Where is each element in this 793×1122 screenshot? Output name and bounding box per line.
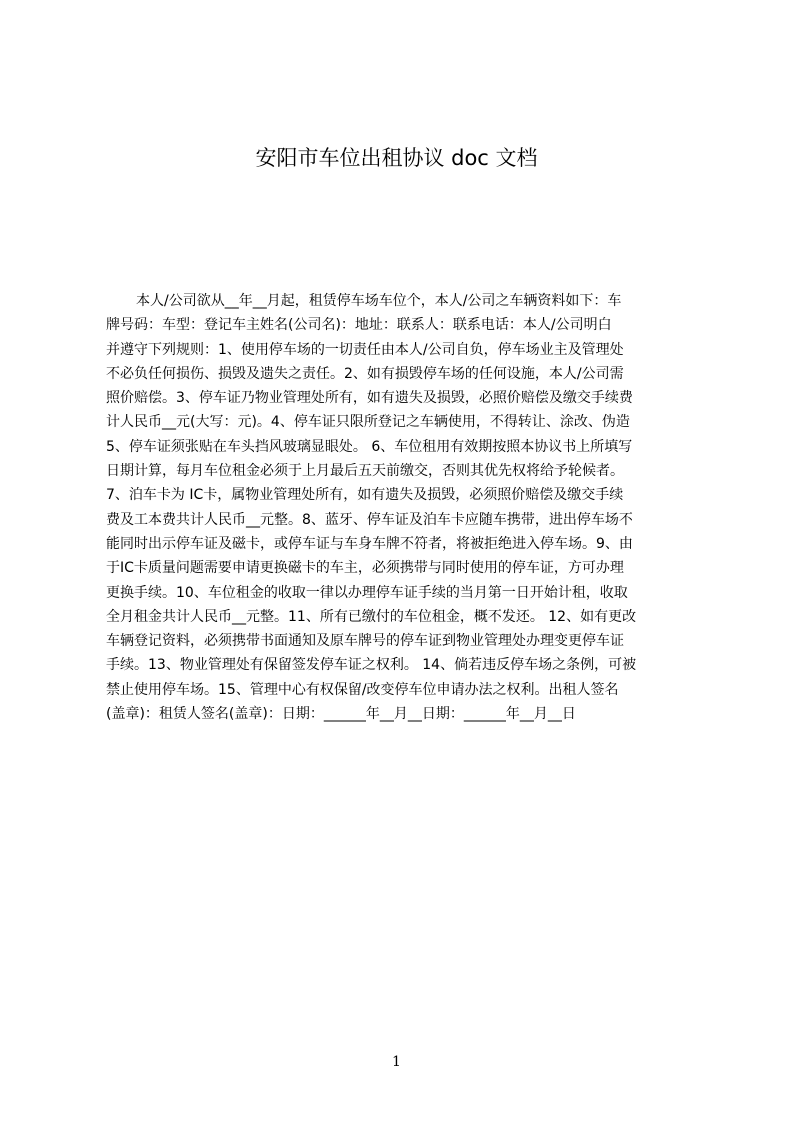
body-line: 禁止使用停车场。15、管理中心有权保留/改变停车位申请办法之权利。出租人签名 [106, 681, 619, 698]
body-line: 并遵守下列规则：1、使用停车场的一切责任由本人/公司自负，停车场业主及管理处 [106, 341, 624, 358]
body-line: 照价赔偿。3、停车证乃物业管理处所有，如有遗失及损毁，必照价赔偿及缴交手续费 [106, 390, 633, 407]
document-title: 安阳市车位出租协议 doc 文档 [255, 146, 538, 170]
agreement-body [106, 289, 698, 726]
body-line: 车辆登记资料，必须携带书面通知及原车牌号的停车证到物业管理处办理变更停车证 [106, 633, 624, 650]
body-line: 5、停车证须张贴在车头挡风玻璃显眼处。 6、车位租用有效期按照本协议书上所填写 [106, 438, 633, 455]
page-number: 1 [392, 1054, 401, 1070]
body-line: 费及工本费共计人民币__元整。8、蓝牙、停车证及泊车卡应随车携带，进出停车场不 [106, 511, 633, 528]
body-line: 本人/公司欲从__年__月起，租赁停车场车位个，本人/公司之车辆资料如下：车 [136, 293, 622, 309]
body-line: 手续。13、物业管理处有保留签发停车证之权利。 14、倘若违反停车场之条例，可被 [106, 657, 637, 674]
body-line: 日期计算，每月车位租金必须于上月最后五天前缴交，否则其优先权将给予轮候者。 [106, 463, 624, 480]
body-line: 能同时出示停车证及磁卡，或停车证与车身车牌不符者，将被拒绝进入停车场。9、由 [106, 535, 633, 552]
body-line: 计人民币__元(大写：元)。4、停车证只限所登记之车辆使用，不得转让、涂改、伪造 [106, 414, 630, 431]
body-line: 全月租金共计人民币__元整。11、所有已缴付的车位租金，概不发还。 12、如有更改 [106, 608, 637, 625]
body-line: 更换手续。10、车位租金的收取一律以办理停车证手续的当月第一日开始计租，收取 [106, 584, 628, 601]
body-line: 7、泊车卡为 IC卡，属物业管理处所有，如有遗失及损毁，必须照价赔偿及缴交手续 [106, 487, 624, 504]
body-line: (盖章)：租赁人签名(盖章)：日期：______年__月__日期：______年__月__日 [106, 706, 576, 723]
body-line: 牌号码：车型：登记车主姓名(公司名)：地址：联系人：联系电话：本人/公司明白 [106, 317, 612, 334]
body-line: 不必负任何损伤、损毁及遗失之责任。2、如有损毁停车场的任何设施，本人/公司需 [106, 365, 624, 382]
body-line: 于IC卡质量问题需要申请更换磁卡的车主，必须携带与同时使用的停车证，方可办理 [106, 560, 624, 577]
